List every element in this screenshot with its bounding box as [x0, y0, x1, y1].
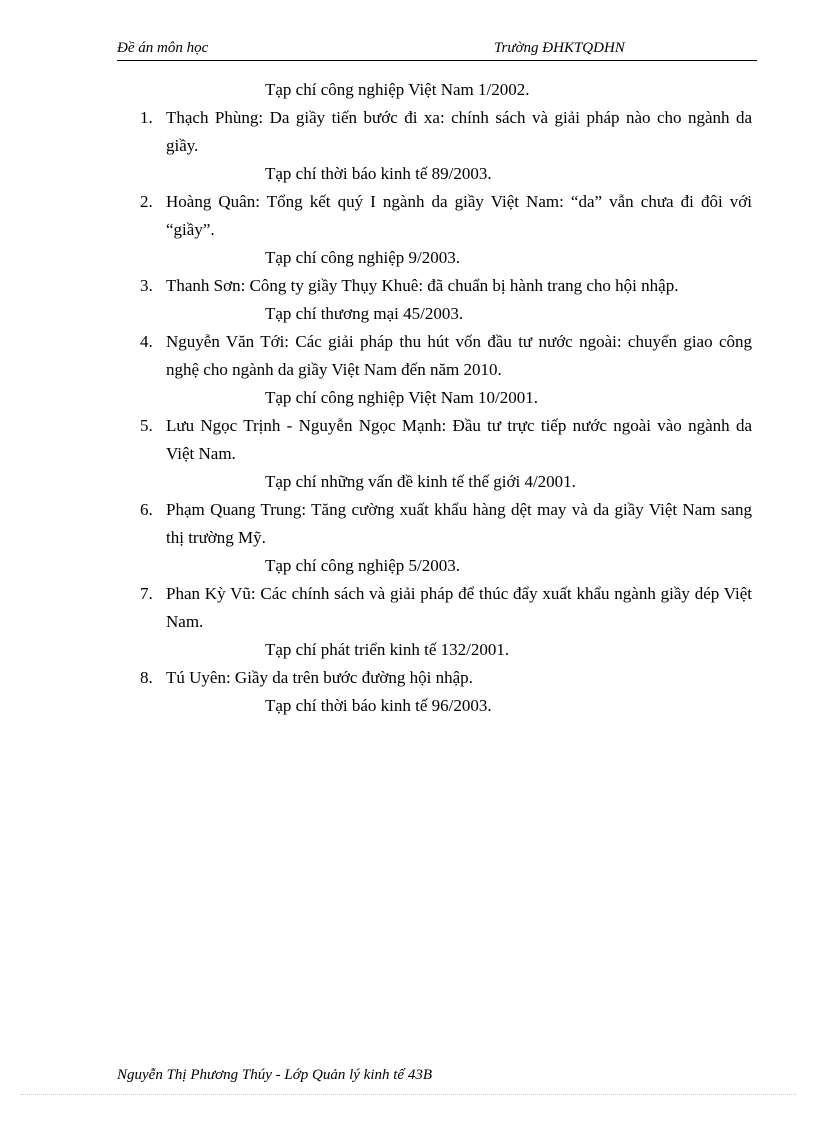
reference-source: Tạp chí thời báo kinh tế 96/2003.	[265, 696, 492, 715]
reference-text: Phạm Quang Trung: Tăng cường xuất khẩu hàng dệt may và da giầy Việt Nam sang thị trường Mỹ.	[166, 500, 752, 547]
reference-item-8	[140, 664, 752, 720]
reference-text: Hoàng Quân: Tổng kết quý I ngành da giầy Việt Nam: “da” vẫn chưa đi đôi với “giầy”.	[166, 192, 752, 239]
page-header	[117, 40, 757, 61]
reference-source: Tạp chí công nghiệp Việt Nam 10/2001.	[265, 388, 538, 407]
reference-number: 2.	[140, 192, 153, 211]
reference-item-7	[140, 580, 752, 664]
reference-source: Tạp chí công nghiệp 5/2003.	[265, 556, 460, 575]
reference-item-4	[140, 328, 752, 412]
header-university: Trường ĐHKTQDHN	[494, 40, 625, 56]
reference-number: 6.	[140, 500, 153, 519]
reference-number: 5.	[140, 416, 153, 435]
reference-source: Tạp chí những vấn đề kinh tế thế giới 4/2001.	[265, 472, 576, 491]
reference-source: Tạp chí thời báo kinh tế 89/2003.	[265, 164, 492, 183]
reference-text: Thanh Sơn: Công ty giầy Thụy Khuê: đã chuẩn bị hành trang cho hội nhập.	[166, 276, 679, 295]
reference-item-2	[140, 188, 752, 272]
reference-source: Tạp chí phát triển kinh tế 132/2001.	[265, 640, 510, 659]
reference-number: 4.	[140, 332, 153, 351]
reference-item-3	[140, 272, 752, 328]
reference-number: 3.	[140, 276, 153, 295]
reference-text: Nguyễn Văn Tới: Các giải pháp thu hút vốn đầu tư nước ngoài: chuyển giao công nghệ cho ngành da giầy Việt Nam đến năm 2010.	[166, 332, 752, 379]
reference-item-1	[140, 104, 752, 188]
reference-list	[140, 76, 752, 720]
header-course-title: Đề án môn học	[117, 40, 209, 56]
reference-item-5	[140, 412, 752, 496]
intro-source: Tạp chí công nghiệp Việt Nam 1/2002.	[265, 80, 530, 99]
page-footer: Nguyễn Thị Phương Thúy - Lớp Quản lý kinh tế 43B	[117, 1067, 432, 1083]
reference-source: Tạp chí công nghiệp 9/2003.	[265, 248, 460, 267]
footer-divider	[20, 1094, 796, 1095]
reference-text: Tú Uyên: Giầy da trên bước đường hội nhập.	[166, 668, 473, 687]
reference-text: Thạch Phùng: Da giầy tiến bước đi xa: chính sách và giải pháp nào cho ngành da giầy.	[166, 108, 752, 155]
reference-text: Lưu Ngọc Trịnh - Nguyễn Ngọc Mạnh: Đầu tư trực tiếp nước ngoài vào ngành da Việt Nam.	[166, 416, 752, 463]
reference-number: 1.	[140, 108, 153, 127]
reference-source: Tạp chí thương mại 45/2003.	[265, 304, 464, 323]
reference-number: 7.	[140, 584, 153, 603]
reference-item-6	[140, 496, 752, 580]
reference-number: 8.	[140, 668, 153, 687]
reference-text: Phan Kỳ Vũ: Các chính sách và giải pháp để thúc đẩy xuất khẩu ngành giầy dép Việt Nam.	[166, 584, 752, 631]
